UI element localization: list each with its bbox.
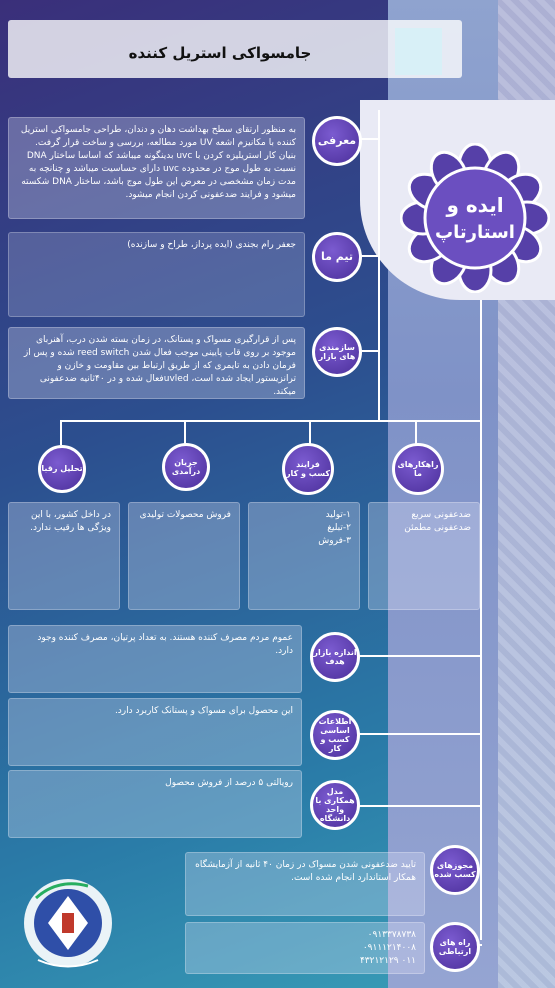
market-fit-text: پس از قرارگیری مسواک و پستانک، در زمان بسته شدن درب، آهنربای موجود بر روی قاب پایینی موجب فعال شدن reed switch شده و پس از فرمان دادن به تایمری که از طریق ارتباط بین مقاومت و خازن و ترانزیستور ایجاد شده است، uvledفعال شده و در ۴۰ثانیه ضدعفونی میکند. [23, 335, 296, 398]
competitors-box [8, 502, 120, 610]
connector-line [378, 110, 380, 420]
team-label: تیم ما [320, 249, 354, 263]
intro-box [8, 117, 305, 219]
permits-label: مجوزهای کسب شده [434, 860, 476, 879]
contact-label: راه های ارتباطی [438, 937, 472, 956]
connector-line [415, 420, 417, 445]
collaboration-text: رویالتی ۵ درصد از فروش محصول [165, 778, 293, 788]
target-market-label: اندازه بازار هدف [313, 647, 357, 666]
revenue-text: فروش محصولات تولیدی [139, 510, 231, 520]
contact-box [185, 922, 425, 974]
revenue-box [128, 502, 240, 610]
intro-node [312, 116, 362, 166]
brand-line1: ایده و [446, 193, 504, 217]
business-info-text: این محصول برای مسواک و پستانک کاربرد دارد. [114, 706, 293, 716]
team-text: جعفر رام بجندی (ایده پرداز، طراح و سازنده) [127, 240, 296, 250]
market-fit-label: سازمندی های بازار [318, 342, 356, 361]
process-text-3: ۳-فروش [318, 536, 351, 547]
solutions-box [368, 502, 480, 610]
flower-logo-icon [400, 143, 550, 293]
target-market-text: عموم مردم مصرف کننده هستند. به تعداد پرتیان، مصرف کننده وجود دارد. [37, 633, 293, 657]
connector-line [355, 805, 480, 807]
contact-phone-3: ۰۱۱ ۴۳۲۱۲۱۲۹ [359, 956, 416, 967]
connector-line [184, 420, 186, 445]
collaboration-node [310, 780, 360, 830]
connector-line [60, 420, 62, 445]
revenue-label: جریان درآمدی [171, 457, 201, 476]
competitors-node [38, 445, 86, 493]
intro-label: معرفی [317, 133, 357, 147]
connector-line [355, 733, 480, 735]
business-info-node [310, 710, 360, 760]
process-label: فرایند کسب و کار [285, 459, 331, 478]
university-logo-icon [18, 868, 118, 978]
team-box [8, 232, 305, 317]
connector-line [60, 420, 480, 422]
business-info-box [8, 698, 302, 766]
collaboration-label: مدل همکاری با واحد دانشگاه [315, 786, 355, 824]
competitors-label: تحلیل رقبا [41, 464, 83, 474]
revenue-node [162, 443, 210, 491]
solutions-node [392, 443, 444, 495]
contact-node [430, 922, 480, 972]
team-node [312, 232, 362, 282]
permits-text: تایید ضدعفونی شدن مسواک در زمان ۴۰ ثانیه از آزمایشگاه همکار استاندارد انجام شده است. [195, 860, 416, 884]
permits-node [430, 845, 480, 895]
market-fit-node [312, 327, 362, 377]
process-text-2: ۲-تبلیغ [327, 523, 351, 534]
solutions-label: راهکارهای ما [397, 459, 439, 478]
process-node [282, 443, 334, 495]
contact-phone-2: ۰۹۱۱۱۲۱۴۰۰۸ [362, 943, 416, 954]
competitors-text: در داخل کشور، با این ویژگی ها رقیب ندارد. [30, 510, 111, 534]
connector-line [480, 300, 482, 940]
business-info-label: اطلاعات اساسی کسب و کار [318, 716, 352, 754]
connector-line [309, 420, 311, 445]
title-decor-square [395, 28, 442, 75]
solutions-text-2: ضدعفونی مطمئن [404, 523, 471, 534]
process-text-1: ۱-تولید [325, 510, 351, 520]
permits-box [185, 852, 425, 916]
solutions-text-1: ضدعفونی سریع [411, 510, 471, 520]
contact-phone-1: ۰۹۱۳۳۷۸۷۳۸ [367, 930, 416, 940]
page-title: جامسواکی استریل کننده [128, 44, 312, 62]
brand-line2: استارتاپ [435, 222, 515, 243]
intro-text: به منظور ارتقای سطح بهداشت دهان و دندان، طراحی جامسواکی استریل کننده با مکانیزم اشعه UV مورد مطالعه، بررسی و ساخت قرار گرفت. بنیان کار استریلیزه کردن با uvc بدینگونه میباشد که اساسا ساختار DNA نسبت به طول موج در محدوده uvc دارای حساسیت میباشد و چنانچه به مدت زمان مشخصی در معرض این طول موج باشد، ساختار DNA شکسته میشود و فرایند ضدعفونی کردن انجام میشود. [20, 125, 296, 201]
process-box [248, 502, 360, 610]
market-fit-box [8, 327, 305, 399]
connector-line [355, 655, 480, 657]
target-market-box [8, 625, 302, 693]
collaboration-box [8, 770, 302, 838]
target-market-node [310, 632, 360, 682]
